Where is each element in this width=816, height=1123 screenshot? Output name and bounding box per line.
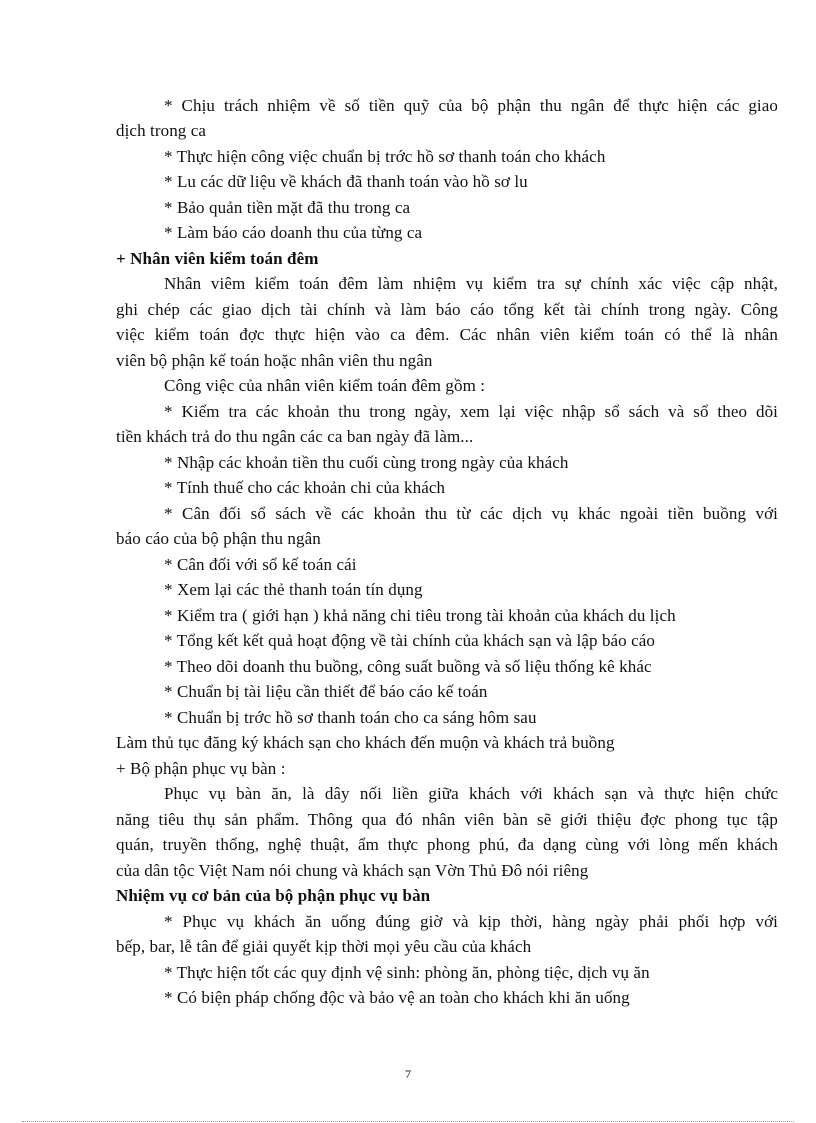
text-line: báo cáo của bộ phận thu ngân [116,529,321,548]
bullet-line: * Thực hiện tốt các quy định vệ sinh: phòng ăn, phòng tiệc, dịch vụ ăn [164,963,650,982]
bullet-line: * Thực hiện công việc chuẩn bị trớc hồ sơ thanh toán cho khách [164,147,606,166]
section-heading: + Nhân viên kiểm toán đêm [116,249,319,268]
paragraph-line: quán, truyền thống, nghệ thuật, ẩm thực phong phú, đa dạng cùng với lòng mến khách [116,835,778,854]
bullet-line: * Kiểm tra các khoản thu trong ngày, xem lại việc nhập sổ sách và sổ theo dõi [164,402,778,421]
bullet-line: * Kiểm tra ( giới hạn ) khả năng chi tiêu trong tài khoản của khách du lịch [164,606,676,625]
text-line: tiền khách trả do thu ngân các ca ban ngày đã làm... [116,427,474,446]
bullet-line: * Bảo quản tiền mặt đã thu trong ca [164,198,411,217]
bullet-line: * Xem lại các thẻ thanh toán tín dụng [164,580,423,599]
section-heading: + Bộ phận phục vụ bàn : [116,759,286,778]
footer-divider [22,1121,794,1122]
bullet-line: * Cân đối sổ sách về các khoản thu từ các dịch vụ khác ngoài tiền buồng với [164,504,778,523]
paragraph-line: của dân tộc Việt Nam nói chung và khách sạn Vờn Thủ Đô nói riêng [116,861,589,880]
section-heading: Nhiệm vụ cơ bản của bộ phận phục vụ bàn [116,886,431,905]
paragraph-line: ghi chép các giao dịch tài chính và làm báo cáo tổng kết tài chính trong ngày. Công [116,300,778,319]
paragraph-line: Nhân viêm kiểm toán đêm làm nhiệm vụ kiểm tra sự chính xác việc cập nhật, [164,274,778,293]
paragraph-line: việc kiểm toán đợc thực hiện vào ca đêm. Các nhân viên kiểm toán có thể là nhân [116,325,778,344]
bullet-line: * Lu các dữ liệu về khách đã thanh toán vào hồ sơ lu [164,172,528,191]
bullet-line: * Chịu trách nhiệm về số tiền quỹ của bộ phận thu ngân để thực hiện các giao [164,96,778,115]
paragraph-line: viên bộ phận kế toán hoặc nhân viên thu ngân [116,351,433,370]
text-line: bếp, bar, lễ tân để giải quyết kịp thời mọi yêu cầu của khách [116,937,532,956]
text-line: dịch trong ca [116,121,207,140]
bullet-line: * Nhập các khoản tiền thu cuối cùng trong ngày của khách [164,453,569,472]
bullet-line: * Có biện pháp chống độc và bảo vệ an toàn cho khách khi ăn uống [164,988,630,1007]
bullet-line: * Chuẩn bị tài liệu cần thiết để báo cáo kế toán [164,682,488,701]
bullet-line: * Phục vụ khách ăn uống đúng giờ và kịp thời, hàng ngày phải phối hợp với [164,912,778,931]
bullet-line: * Cân đối với sổ kế toán cái [164,555,357,574]
bullet-line: * Chuẩn bị trớc hồ sơ thanh toán cho ca sáng hôm sau [164,708,537,727]
paragraph-line: Phục vụ bàn ăn, là dây nối liền giữa khách với khách sạn và thực hiện chức [164,784,778,803]
bullet-line: * Tổng kết kết quả hoạt động về tài chính của khách sạn và lập báo cáo [164,631,656,650]
bullet-line: * Tính thuế cho các khoản chi của khách [164,478,446,497]
text-line: Làm thủ tục đăng ký khách sạn cho khách đến muộn và khách trả buồng [116,733,615,752]
paragraph-line: năng tiêu thụ sản phẩm. Thông qua đó nhân viên bàn sẽ giới thiệu đợc phong tục tập [116,810,778,829]
paragraph-line: Công việc của nhân viên kiểm toán đêm gồm : [164,376,486,395]
bullet-line: * Làm báo cáo doanh thu của từng ca [164,223,423,242]
bullet-line: * Theo dõi doanh thu buồng, công suất buồng và số liệu thống kê khác [164,657,652,676]
page-number: 7 [405,1067,411,1081]
